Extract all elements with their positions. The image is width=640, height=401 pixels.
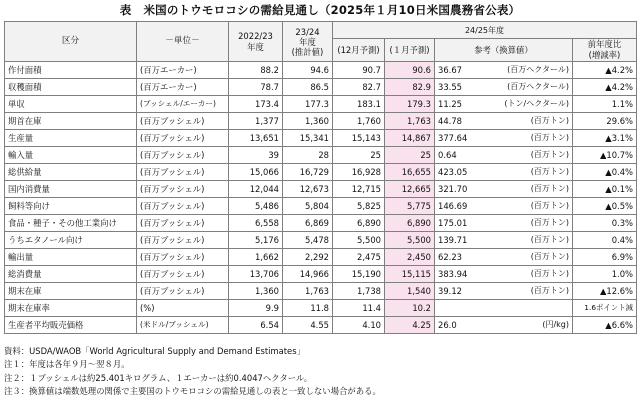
value-jan-forecast: 5,775 [385,198,435,215]
value-2022: 15,066 [229,164,283,181]
note-source: 資料：USDA/WAOB「World Agricultural Supply and Demand Estimates」 [4,346,305,356]
reference-unit: (百万トン) [530,252,569,261]
reference-cell [435,266,573,283]
reference-cell [435,198,573,215]
change-rate: 0.4% [573,232,637,249]
value-jan-forecast: 16,655 [385,164,435,181]
value-2023: 6,869 [283,215,333,232]
reference-unit: (百万トン) [530,235,569,244]
row-label: 収穫面積 [5,79,137,96]
header-reference: 参考（換算値） [435,39,573,62]
table-row [5,181,637,198]
reference-value: 383.94 [438,269,468,279]
value-2022: 1,662 [229,249,283,266]
reference-unit: (百万トン) [530,167,569,176]
reference-value: 146.69 [438,201,468,211]
change-rate: 1.1% [573,96,637,113]
reference-value: 33.55 [438,82,462,92]
value-2023: 2,292 [283,249,333,266]
value-2022: 6.54 [229,317,283,334]
supply-demand-table [4,21,637,334]
header-category: 区分 [5,22,137,62]
table-row [5,317,637,334]
value-2022: 6,558 [229,215,283,232]
reference-cell [435,113,573,130]
value-jan-forecast: 6,890 [385,215,435,232]
value-dec-forecast: 25 [333,147,385,164]
row-label: 単収 [5,96,137,113]
row-unit: (百万ブッシェル) [137,232,229,249]
change-rate: ▲0.1% [573,181,637,198]
value-jan-forecast: 2,450 [385,249,435,266]
row-label: 作付面積 [5,62,137,79]
table-row [5,96,637,113]
value-2023: 1,360 [283,113,333,130]
value-2022: 88.2 [229,62,283,79]
row-label: 期末在庫 [5,283,137,300]
value-dec-forecast: 6,890 [333,215,385,232]
change-rate: ▲3.1% [573,130,637,147]
row-label: 輸出量 [5,249,137,266]
row-label: うちエタノール向け [5,232,137,249]
row-unit: (百万ブッシェル) [137,181,229,198]
value-jan-forecast: 1,763 [385,113,435,130]
reference-unit: (百万トン) [530,116,569,125]
header-unit: －単位－ [137,22,229,62]
value-2022: 9.9 [229,300,283,317]
value-jan-forecast: 14,867 [385,130,435,147]
reference-cell [435,181,573,198]
change-rate: 0.3% [573,215,637,232]
row-unit: (百万ブッシェル) [137,147,229,164]
value-dec-forecast: 90.7 [333,62,385,79]
value-2023: 177.3 [283,96,333,113]
table-row [5,130,637,147]
value-jan-forecast: 1,540 [385,283,435,300]
reference-cell [435,164,573,181]
row-label: 期末在庫率 [5,300,137,317]
reference-value: 321.70 [438,184,468,194]
value-dec-forecast: 12,715 [333,181,385,198]
row-label: 総消費量 [5,266,137,283]
reference-cell [435,300,573,317]
reference-cell [435,79,573,96]
table-row [5,164,637,181]
reference-unit: (百万トン) [530,201,569,210]
reference-unit: (百万トン) [530,184,569,193]
reference-unit: (トン/ヘクタール) [504,99,569,108]
row-unit: (ブッシェル/エーカー) [137,96,229,113]
value-jan-forecast: 4.25 [385,317,435,334]
change-rate: ▲4.2% [573,62,637,79]
row-label: 生産者平均販売価格 [5,317,137,334]
value-dec-forecast: 1,760 [333,113,385,130]
row-unit: (百万ブッシェル) [137,215,229,232]
table-row [5,232,637,249]
row-unit: (百万ブッシェル) [137,113,229,130]
table-row [5,79,637,96]
reference-unit: (百万トン) [530,269,569,278]
reference-value: 423.05 [438,167,468,177]
row-label: 食品・種子・その他工業向け [5,215,137,232]
reference-unit: (百万トン) [530,150,569,159]
row-unit: (百万エーカー) [137,79,229,96]
reference-value: 44.78 [438,116,462,126]
value-2022: 13,706 [229,266,283,283]
row-unit: (百万ブッシェル) [137,266,229,283]
value-dec-forecast: 16,928 [333,164,385,181]
note-2: 注２：１ブッシェルは約25.401キログラム、１エーカーは約0.4047ヘクタール。 [4,372,313,383]
row-label: 期首在庫 [5,113,137,130]
value-jan-forecast: 179.3 [385,96,435,113]
note-1: 注１：年度は各年９月～翌８月。 [4,359,130,370]
reference-unit: (円/kg) [542,320,569,329]
reference-cell [435,249,573,266]
value-2022: 5,176 [229,232,283,249]
change-rate: ▲12.6% [573,283,637,300]
table-body [5,62,637,334]
value-jan-forecast: 12,665 [385,181,435,198]
reference-value: 26.0 [438,320,457,330]
value-2023: 4.55 [283,317,333,334]
value-2022: 5,486 [229,198,283,215]
value-2023: 11.8 [283,300,333,317]
value-dec-forecast: 11.4 [333,300,385,317]
value-jan-forecast: 82.9 [385,79,435,96]
value-2022: 173.4 [229,96,283,113]
change-rate: ▲0.5% [573,198,637,215]
reference-unit: (百万ヘクタール) [507,82,569,91]
value-2023: 15,341 [283,130,333,147]
row-label: 輸入量 [5,147,137,164]
value-dec-forecast: 5,825 [333,198,385,215]
change-rate: ▲0.4% [573,164,637,181]
header-change: 前年度比 (増減率) [573,39,637,62]
reference-unit: (百万トン) [530,286,569,295]
table-row [5,266,637,283]
row-label: 生産量 [5,130,137,147]
change-rate: 6.9% [573,249,637,266]
reference-cell [435,215,573,232]
value-dec-forecast: 15,143 [333,130,385,147]
row-unit: (百万ブッシェル) [137,249,229,266]
reference-value: 39.12 [438,286,462,296]
reference-cell [435,283,573,300]
value-dec-forecast: 5,500 [333,232,385,249]
value-2022: 39 [229,147,283,164]
value-dec-forecast: 1,738 [333,283,385,300]
reference-cell [435,317,573,334]
change-rate: 1.0% [573,266,637,283]
notes [4,345,636,399]
value-jan-forecast: 25 [385,147,435,164]
reference-unit: (百万ヘクタール) [507,65,569,74]
table-row [5,215,637,232]
table-row [5,62,637,79]
change-rate: 29.6% [573,113,637,130]
value-2023: 12,673 [283,181,333,198]
row-unit: (百万エーカー) [137,62,229,79]
value-dec-forecast: 2,475 [333,249,385,266]
reference-value: 139.71 [438,235,468,245]
reference-value: 0.64 [438,150,457,160]
row-unit: (百万ブッシェル) [137,283,229,300]
page-title [0,2,640,18]
value-jan-forecast: 15,115 [385,266,435,283]
value-jan-forecast: 5,500 [385,232,435,249]
reference-unit: (百万トン) [530,133,569,142]
reference-cell [435,232,573,249]
header-dec-forecast: (12月予測) [333,39,385,62]
row-label: 総供給量 [5,164,137,181]
table-row [5,300,637,317]
change-rate: ▲4.2% [573,79,637,96]
table-row [5,249,637,266]
table-row [5,198,637,215]
value-2023: 28 [283,147,333,164]
value-2023: 5,804 [283,198,333,215]
reference-value: 62.23 [438,252,462,262]
value-2023: 16,729 [283,164,333,181]
reference-value: 377.64 [438,133,468,143]
value-2023: 14,966 [283,266,333,283]
table-row [5,147,637,164]
value-jan-forecast: 90.6 [385,62,435,79]
value-dec-forecast: 82.7 [333,79,385,96]
table-row [5,283,637,300]
reference-cell [435,147,573,164]
reference-value: 36.67 [438,65,462,75]
value-dec-forecast: 15,190 [333,266,385,283]
row-unit: (百万ブッシェル) [137,130,229,147]
value-2022: 13,651 [229,130,283,147]
note-3: 注３：換算値は端数処理の関係で主要国のトウモロコシの需給見通しの表と一致しない場合がある。 [4,386,381,397]
change-rate: 1.6ポイント減 [573,300,637,317]
value-dec-forecast: 4.10 [333,317,385,334]
reference-value: 175.01 [438,218,468,228]
reference-cell [435,62,573,79]
value-dec-forecast: 183.1 [333,96,385,113]
row-unit: (百万ブッシェル) [137,164,229,181]
value-2023: 94.6 [283,62,333,79]
row-label: 国内消費量 [5,181,137,198]
row-unit: (百万ブッシェル) [137,198,229,215]
reference-cell [435,130,573,147]
value-2023: 5,478 [283,232,333,249]
header-2022: 2022/23 年度 [229,22,283,62]
title-mark: 表 [119,3,132,17]
value-2023: 1,763 [283,283,333,300]
value-2022: 12,044 [229,181,283,198]
value-2022: 1,360 [229,283,283,300]
row-unit: (%) [137,300,229,317]
row-label: 飼料等向け [5,198,137,215]
change-rate: ▲6.6% [573,317,637,334]
table-row [5,113,637,130]
reference-cell [435,96,573,113]
value-2023: 86.5 [283,79,333,96]
header-period: 24/25年度 [333,22,637,39]
title-text: 米国のトウモロコシの需給見通し（2025年１月10日米国農務省公表） [143,3,521,17]
value-jan-forecast: 10.2 [385,300,435,317]
row-unit: (米ドル/ブッシェル) [137,317,229,334]
value-2022: 1,377 [229,113,283,130]
reference-unit: (百万トン) [530,218,569,227]
value-2022: 78.7 [229,79,283,96]
change-rate: ▲10.7% [573,147,637,164]
header-2023: 23/24 年度 (推計値) [283,22,333,62]
header-jan-forecast: (１月予測) [385,39,435,62]
reference-value: 11.25 [438,99,462,109]
